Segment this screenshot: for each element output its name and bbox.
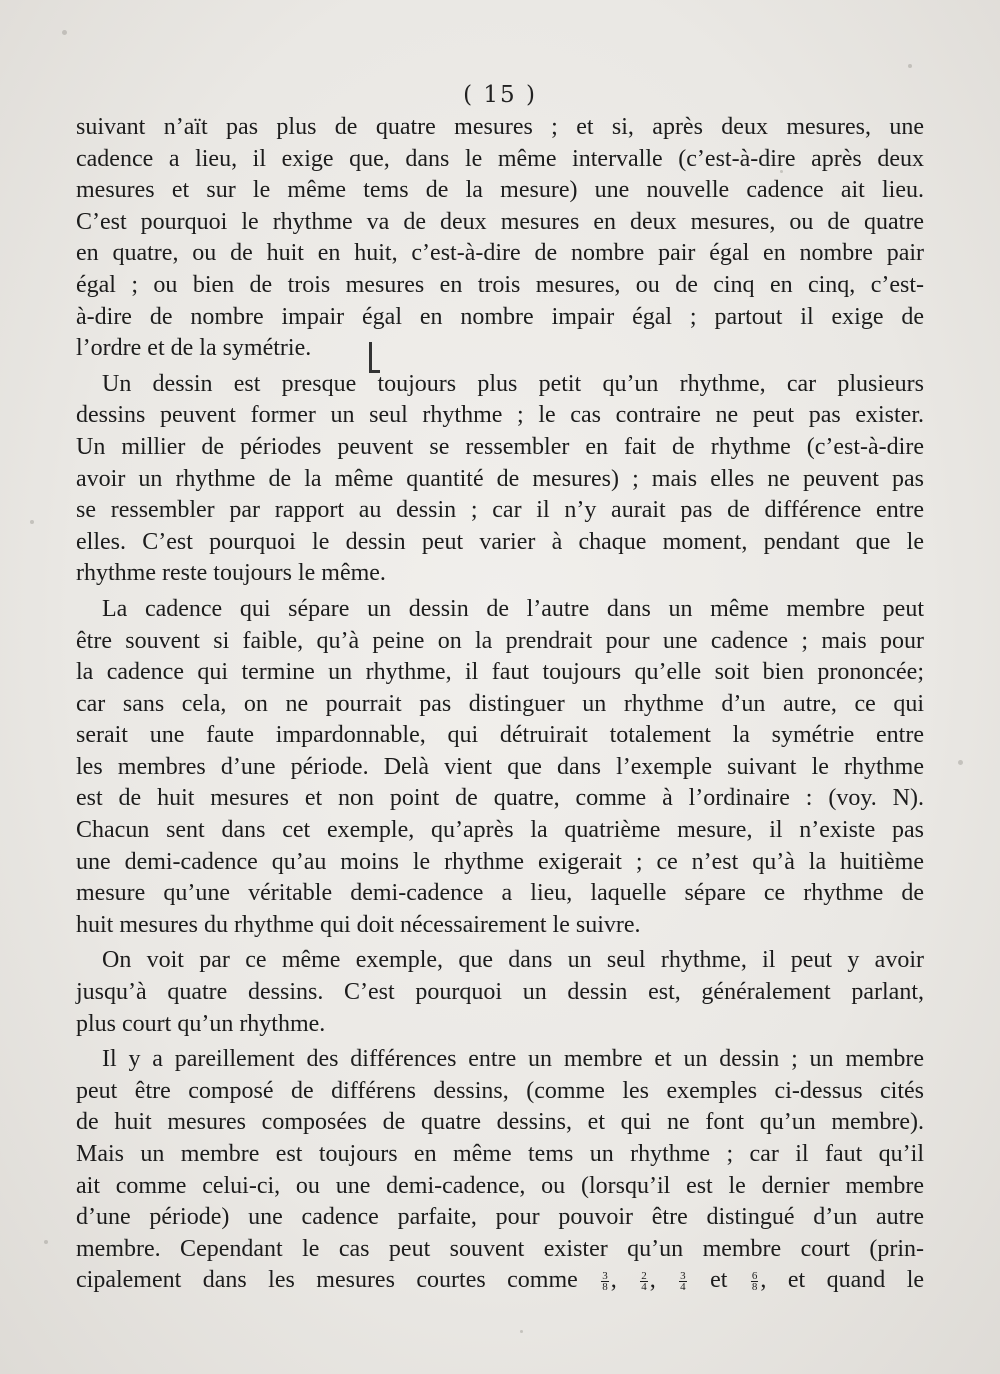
paragraph (76, 1044, 924, 1297)
text-fragment: , (649, 1267, 678, 1294)
text-line: rhythme reste toujours le même. (76, 560, 386, 587)
text-line: les membres d’une période. Delà vient que dans l’exemple suivant le rhythme (76, 753, 924, 780)
text-line: peut être composé de différens dessins, (comme les exemples ci-dessus cités (76, 1077, 924, 1104)
text-line: avoir un rhythme de la même quantité de mesures) ; mais elles ne peuvent pas (76, 465, 924, 492)
text-line: cadence a lieu, il exige que, dans le même intervalle (c’est-à-dire après deux (76, 145, 924, 172)
fraction-numerator: 2 (641, 1270, 647, 1283)
text-fragment: , (610, 1267, 639, 1294)
text-line: être souvent si faible, qu’à peine on la prendrait pour une cadence ; mais pour (76, 627, 924, 654)
fraction-numerator: 3 (680, 1270, 686, 1283)
paper-speck (908, 64, 912, 68)
text-line: La cadence qui sépare un dessin de l’autre dans un même membre peut (102, 595, 924, 622)
text-line: se ressembler par rapport au dessin ; car il n’y aurait pas de différence entre (76, 497, 924, 524)
text-line: Un millier de périodes peuvent se ressembler en fait de rhythme (c’est-à-dire (76, 433, 924, 460)
text-line: huit mesures du rhythme qui doit nécessairement le suivre. (76, 911, 641, 938)
text-line: serait une faute impardonnable, qui détruirait totalement la symétrie entre (76, 722, 924, 749)
text-line: suivant n’aït pas plus de quatre mesures ; et si, après deux mesures, une (76, 114, 924, 140)
text-line: à-dire de nombre impair égal en nombre impair égal ; partout il exige de (76, 303, 924, 330)
time-signature-fraction (640, 1271, 648, 1292)
text-line: est de huit mesures et non point de quatre, comme à l’ordinaire : (voy. N). (76, 785, 924, 812)
text-line: Mais un membre est toujours en même tems un rhythme ; car il faut qu’il (76, 1141, 924, 1167)
text-line: Un dessin est presque toujours plus petit qu’un rhythme, car plusieurs (102, 370, 924, 397)
text-line: jusqu’à quatre dessins. C’est pourquoi un dessin est, généralement parlant, (76, 979, 924, 1006)
time-signature-fraction (601, 1271, 609, 1292)
fraction-denominator: 4 (680, 1281, 686, 1294)
text-line: une demi-cadence qu’au moins le rhythme exigerait ; ce n’est qu’à la huitième (76, 848, 924, 875)
text-line: mesure qu’une véritable demi-cadence a lieu, laquelle sépare ce rhythme de (76, 880, 924, 907)
fraction-denominator: 8 (602, 1281, 608, 1294)
text-line: de huit mesures composées de quatre dessins, et qui ne font qu’un membre). (76, 1109, 924, 1136)
fraction-denominator: 8 (751, 1281, 758, 1294)
text-fragment: cipalement dans les mesures courtes comme (76, 1267, 600, 1294)
time-signature-fraction (679, 1271, 687, 1292)
fraction-denominator: 4 (641, 1281, 647, 1294)
paragraph (76, 945, 924, 1040)
text-line: elles. C’est pourquoi le dessin peut varier à chaque moment, pendant que le (76, 528, 924, 555)
text-line: C’est pourquoi le rhythme va de deux mesures en deux mesures, ou de quatre (76, 208, 924, 235)
paragraph (76, 594, 924, 942)
paper-speck (520, 1330, 523, 1333)
fraction-numerator: 3 (602, 1270, 608, 1283)
text-line: d’une période) une cadence parfaite, pour pouvoir être distingué d’un autre (76, 1204, 924, 1231)
paper-speck (30, 520, 34, 524)
text-line: dessins peuvent former un seul rhythme ; le cas contraire ne peut pas exister. (76, 402, 924, 429)
text-line: Chacun sent dans cet exemple, qu’après la quatrième mesure, il n’existe pas (76, 817, 924, 844)
text-line: en quatre, ou de huit en huit, c’est-à-dire de nombre pair égal en nombre pair (76, 240, 924, 267)
text-line: ait comme celui-ci, ou une demi-cadence, ou (lorsqu’il est le dernier membre (76, 1172, 924, 1199)
body-text (76, 112, 924, 1297)
paragraph (76, 369, 924, 590)
text-line: membre. Cependant le cas peut souvent exister qu’un membre court (prin- (76, 1235, 924, 1262)
fraction-numerator: 6 (751, 1270, 758, 1283)
text-fragment: et (688, 1267, 749, 1294)
text-line: On voit par ce même exemple, que dans un seul rhythme, il peut y avoir (102, 947, 924, 974)
page-number: ( 15 ) (463, 82, 537, 108)
text-line: mesures et sur le même tems de la mesure) une nouvelle cadence ait lieu. (76, 177, 924, 204)
text-line: Il y a pareillement des différences entre un membre et un dessin ; un membre (102, 1046, 924, 1073)
text-line: l’ordre et de la symétrie. (76, 335, 312, 362)
text-fragment: , et quand le (760, 1267, 925, 1294)
text-line: plus court qu’un rhythme. (76, 1010, 326, 1037)
paper-speck (62, 30, 67, 35)
text-line: car sans cela, on ne pourrait pas distinguer un rhythme d’un autre, ce qui (76, 690, 924, 717)
paper-speck (44, 1240, 48, 1244)
paper-speck (958, 760, 963, 765)
paragraph (76, 112, 924, 365)
text-line-with-fractions (76, 1265, 924, 1297)
text-line: égal ; ou bien de trois mesures en trois mesures, ou de cinq en cinq, c’est- (76, 271, 924, 298)
text-line: la cadence qui termine un rhythme, il faut toujours qu’elle soit bien prononcée; (76, 659, 924, 686)
time-signature-fraction (751, 1271, 759, 1292)
